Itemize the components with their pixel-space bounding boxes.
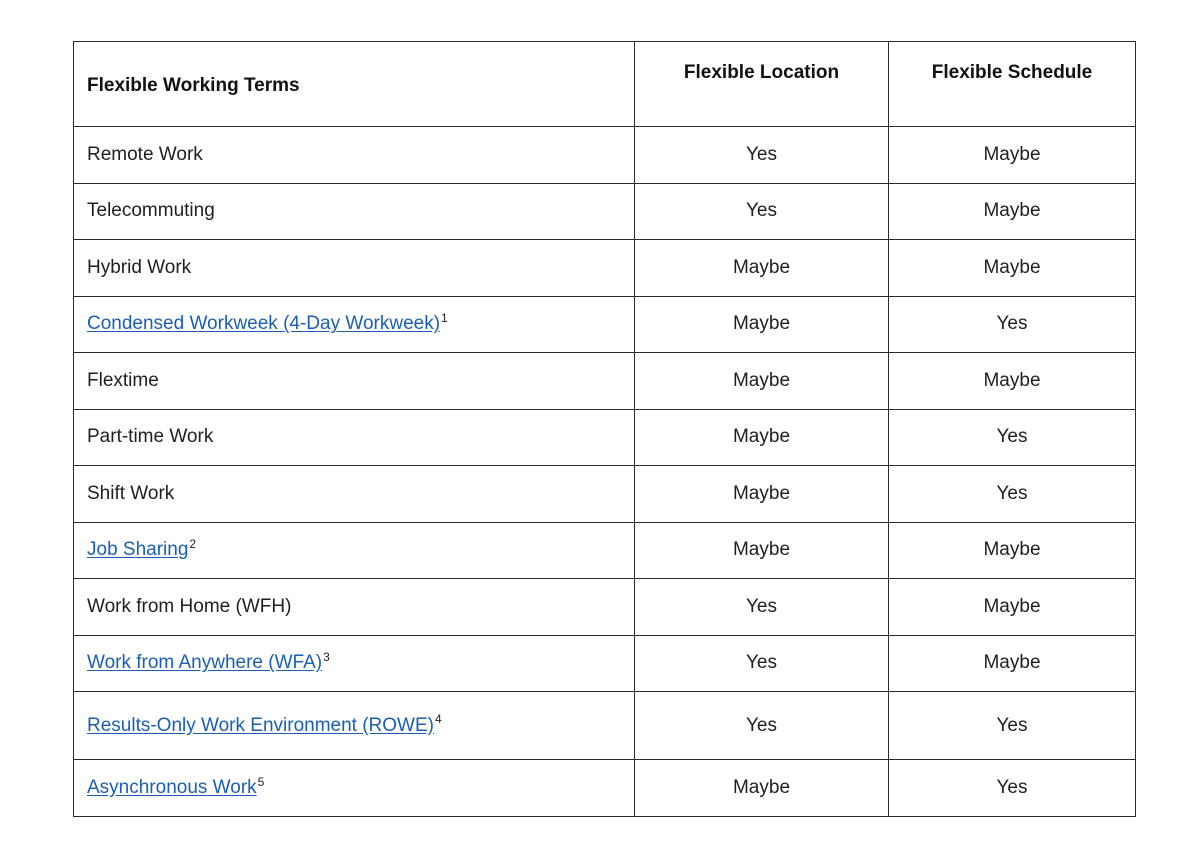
term-text: Flextime <box>87 369 159 391</box>
table-row <box>74 240 1136 297</box>
term-cell <box>74 353 635 410</box>
term-cell <box>74 692 635 760</box>
term-cell <box>74 635 635 692</box>
rowe-link[interactable]: Results-Only Work Environment (ROWE) <box>87 714 434 736</box>
asynchronous-work-link[interactable]: Asynchronous Work <box>87 777 257 798</box>
footnote-marker: 5 <box>257 774 265 789</box>
table-row <box>74 466 1136 523</box>
table-row <box>74 127 1136 184</box>
location-cell: Maybe <box>635 760 889 817</box>
term-cell <box>74 466 635 523</box>
location-cell: Maybe <box>635 522 889 579</box>
schedule-cell: Maybe <box>889 353 1136 410</box>
term-cell <box>74 183 635 240</box>
term-cell <box>74 760 635 817</box>
footnote-marker: 2 <box>189 536 197 551</box>
term-text: Shift Work <box>87 482 175 504</box>
schedule-cell: Maybe <box>889 635 1136 692</box>
schedule-cell: Maybe <box>889 127 1136 184</box>
schedule-cell: Yes <box>889 409 1136 466</box>
footnote-marker: 3 <box>323 649 330 664</box>
location-cell: Yes <box>635 127 889 184</box>
location-cell: Yes <box>635 635 889 692</box>
term-cell <box>74 522 635 579</box>
location-cell: Yes <box>635 183 889 240</box>
schedule-cell: Maybe <box>889 522 1136 579</box>
schedule-cell: Yes <box>889 760 1136 817</box>
term-cell <box>74 240 635 297</box>
location-cell: Maybe <box>635 466 889 523</box>
term-text: Hybrid Work <box>87 256 192 278</box>
table-row <box>74 183 1136 240</box>
header-terms: Flexible Working Terms <box>74 42 635 127</box>
table-row <box>74 353 1136 410</box>
location-cell: Maybe <box>635 353 889 410</box>
schedule-cell: Yes <box>889 692 1136 760</box>
schedule-cell: Yes <box>889 296 1136 353</box>
term-cell <box>74 409 635 466</box>
schedule-cell: Maybe <box>889 183 1136 240</box>
table-row <box>74 522 1136 579</box>
job-sharing-link[interactable]: Job Sharing <box>87 539 189 561</box>
location-cell: Maybe <box>635 296 889 353</box>
table-header-row <box>74 42 1136 127</box>
schedule-cell: Maybe <box>889 240 1136 297</box>
location-cell: Maybe <box>635 409 889 466</box>
header-schedule: Flexible Schedule <box>889 42 1136 127</box>
work-from-anywhere-link[interactable]: Work from Anywhere (WFA) <box>87 652 323 674</box>
term-text: Part-time Work <box>87 426 214 448</box>
flexible-working-table <box>73 41 1136 817</box>
table-row <box>74 635 1136 692</box>
location-cell: Maybe <box>635 240 889 297</box>
condensed-workweek-link[interactable]: Condensed Workweek (4-Day Workweek) <box>87 313 441 335</box>
schedule-cell: Maybe <box>889 579 1136 636</box>
term-text: Remote Work <box>87 143 203 165</box>
schedule-cell: Yes <box>889 466 1136 523</box>
term-cell <box>74 579 635 636</box>
term-text: Telecommuting <box>87 200 215 222</box>
footnote-marker: 1 <box>441 310 448 325</box>
location-cell: Yes <box>635 579 889 636</box>
term-cell <box>74 296 635 353</box>
footnote-marker: 4 <box>435 712 442 727</box>
table-row <box>74 579 1136 636</box>
header-location: Flexible Location <box>635 42 889 127</box>
term-cell <box>74 127 635 184</box>
term-text: Work from Home (WFH) <box>87 595 292 617</box>
table-row <box>74 692 1136 760</box>
table-row <box>74 760 1136 817</box>
table-row <box>74 296 1136 353</box>
location-cell: Yes <box>635 692 889 760</box>
table-row <box>74 409 1136 466</box>
